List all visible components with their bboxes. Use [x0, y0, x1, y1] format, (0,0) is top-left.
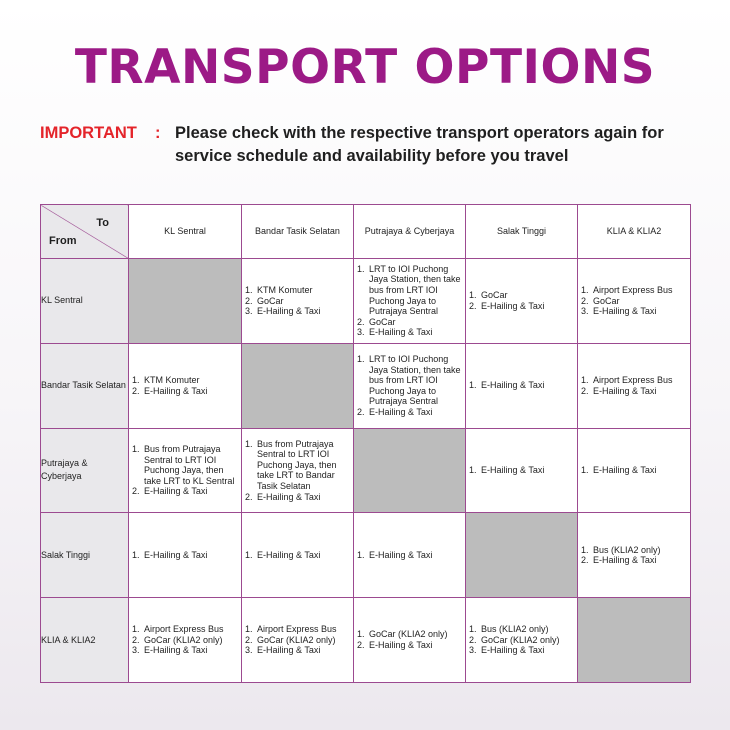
- options-cell: [354, 598, 466, 683]
- option-item: 1. LRT to IOI Puchong Jaya Station, then take bus from LRT IOI Puchong Jaya to Putrajaya Sentral: [367, 264, 465, 317]
- option-item: 2. GoCar: [367, 317, 465, 328]
- options-cell: [354, 513, 466, 598]
- options-list: [354, 354, 465, 418]
- options-cell: [242, 428, 354, 513]
- option-item: 2. E-Hailing & Taxi: [591, 386, 690, 397]
- options-list: [578, 545, 690, 566]
- option-item: 2. GoCar (KLIA2 only): [255, 635, 353, 646]
- options-list: [578, 465, 690, 476]
- option-item: 2. E-Hailing & Taxi: [479, 301, 577, 312]
- options-list: [466, 624, 577, 656]
- transport-table: [40, 204, 691, 683]
- options-cell: [129, 343, 242, 428]
- option-item: 3. E-Hailing & Taxi: [367, 327, 465, 338]
- page-title: TRANSPORT OPTIONS: [74, 40, 656, 95]
- options-list: [466, 290, 577, 311]
- corner-to-label: To: [96, 217, 109, 229]
- option-item: 1. Bus (KLIA2 only): [479, 624, 577, 635]
- option-item: 2. E-Hailing & Taxi: [142, 486, 241, 497]
- options-cell: [242, 598, 354, 683]
- options-list: [242, 285, 353, 317]
- option-item: 2. E-Hailing & Taxi: [367, 407, 465, 418]
- row-header: Putrajaya & Cyberjaya: [41, 428, 129, 513]
- important-text: Please check with the respective transport operators again for service schedule and availability before you travel: [175, 124, 664, 165]
- header-row: [41, 205, 691, 259]
- option-item: 2. GoCar (KLIA2 only): [479, 635, 577, 646]
- option-item: 1. E-Hailing & Taxi: [142, 550, 241, 561]
- table-row: [41, 259, 691, 344]
- corner-from-label: From: [49, 235, 77, 247]
- options-cell: [129, 428, 242, 513]
- option-item: 2. E-Hailing & Taxi: [255, 492, 353, 503]
- option-item: 1. Airport Express Bus: [255, 624, 353, 635]
- option-item: 3. E-Hailing & Taxi: [255, 306, 353, 317]
- options-cell: [578, 428, 691, 513]
- column-header: Salak Tinggi: [466, 205, 578, 259]
- option-item: 2. E-Hailing & Taxi: [591, 555, 690, 566]
- option-item: 2. GoCar: [255, 296, 353, 307]
- table-row: [41, 428, 691, 513]
- option-item: 1. Bus from Putrajaya Sentral to LRT IOI Puchong Jaya, then take LRT to KL Sentral: [142, 444, 241, 486]
- row-header: Salak Tinggi: [41, 513, 129, 598]
- important-colon: :: [155, 124, 161, 142]
- options-cell: [466, 598, 578, 683]
- table-row: [41, 598, 691, 683]
- options-cell: [466, 259, 578, 344]
- options-list: [129, 550, 241, 561]
- options-list: [354, 264, 465, 338]
- option-item: 1. LRT to IOI Puchong Jaya Station, then take bus from LRT IOI Puchong Jaya to Putrajaya Sentral: [367, 354, 465, 407]
- options-cell: [129, 513, 242, 598]
- options-cell: [578, 343, 691, 428]
- options-cell: [578, 259, 691, 344]
- option-item: 1. Airport Express Bus: [591, 285, 690, 296]
- options-cell: [242, 259, 354, 344]
- table-row: [41, 343, 691, 428]
- option-item: 1. Bus from Putrajaya Sentral to LRT IOI Puchong Jaya, then take LRT to Bandar Tasik Selatan: [255, 439, 353, 492]
- column-header: Bandar Tasik Selatan: [242, 205, 354, 259]
- options-cell: [578, 513, 691, 598]
- options-list: [242, 439, 353, 503]
- same-location-cell: [242, 343, 354, 428]
- options-cell: [466, 428, 578, 513]
- same-location-cell: [466, 513, 578, 598]
- options-cell: [354, 343, 466, 428]
- option-item: 2. E-Hailing & Taxi: [367, 640, 465, 651]
- options-cell: [129, 598, 242, 683]
- row-header: KL Sentral: [41, 259, 129, 344]
- option-item: 3. E-Hailing & Taxi: [479, 645, 577, 656]
- option-item: 1. Airport Express Bus: [142, 624, 241, 635]
- important-label: IMPORTANT: [40, 124, 137, 142]
- column-header: KLIA & KLIA2: [578, 205, 691, 259]
- table-row: [41, 513, 691, 598]
- options-list: [129, 624, 241, 656]
- row-header: KLIA & KLIA2: [41, 598, 129, 683]
- option-item: 1. E-Hailing & Taxi: [591, 465, 690, 476]
- options-list: [354, 629, 465, 650]
- option-item: 1. E-Hailing & Taxi: [479, 380, 577, 391]
- same-location-cell: [354, 428, 466, 513]
- option-item: 3. E-Hailing & Taxi: [591, 306, 690, 317]
- option-item: 1. E-Hailing & Taxi: [367, 550, 465, 561]
- options-list: [354, 550, 465, 561]
- options-list: [129, 375, 241, 396]
- options-list: [242, 624, 353, 656]
- options-list: [466, 380, 577, 391]
- options-list: [578, 375, 690, 396]
- options-cell: [466, 343, 578, 428]
- option-item: 3. E-Hailing & Taxi: [142, 645, 241, 656]
- options-list: [466, 465, 577, 476]
- option-item: 1. Airport Express Bus: [591, 375, 690, 386]
- option-item: 1. GoCar: [479, 290, 577, 301]
- option-item: 1. KTM Komuter: [142, 375, 241, 386]
- same-location-cell: [578, 598, 691, 683]
- option-item: 3. E-Hailing & Taxi: [255, 645, 353, 656]
- options-cell: [354, 259, 466, 344]
- option-item: 1. E-Hailing & Taxi: [479, 465, 577, 476]
- same-location-cell: [129, 259, 242, 344]
- corner-cell: [41, 205, 129, 259]
- option-item: 1. Bus (KLIA2 only): [591, 545, 690, 556]
- option-item: 1. KTM Komuter: [255, 285, 353, 296]
- column-header: Putrajaya & Cyberjaya: [354, 205, 466, 259]
- options-cell: [242, 513, 354, 598]
- option-item: 1. GoCar (KLIA2 only): [367, 629, 465, 640]
- options-list: [129, 444, 241, 497]
- column-header: KL Sentral: [129, 205, 242, 259]
- option-item: 1. E-Hailing & Taxi: [255, 550, 353, 561]
- options-list: [578, 285, 690, 317]
- option-item: 2. E-Hailing & Taxi: [142, 386, 241, 397]
- row-header: Bandar Tasik Selatan: [41, 343, 129, 428]
- option-item: 2. GoCar: [591, 296, 690, 307]
- option-item: 2. GoCar (KLIA2 only): [142, 635, 241, 646]
- options-list: [242, 550, 353, 561]
